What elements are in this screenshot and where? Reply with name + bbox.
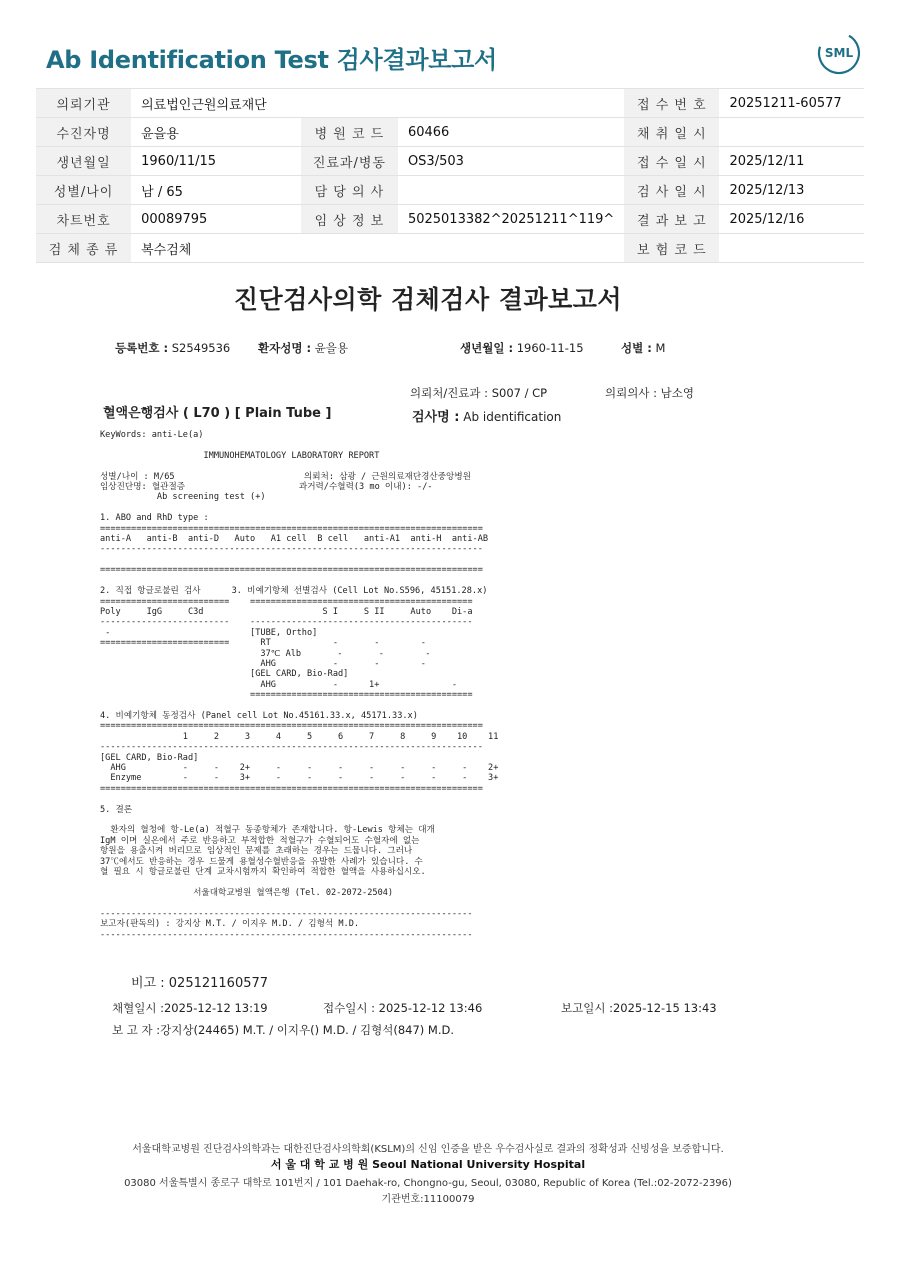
info-label: 차트번호	[36, 205, 131, 234]
info-value: 2025/12/13	[719, 176, 864, 205]
collection-time: 채혈일시 :2025-12-12 13:19	[112, 1001, 268, 1015]
info-label: 접 수 번 호	[624, 89, 719, 118]
certification-note: 서울대학교병원 진단검사의학과는 대한진단검사의학회(KSLM)의 신임 인증을 받은 우수검사실로 결과의 정확성과 신빙성을 보증합니다.	[132, 1144, 724, 1155]
info-label	[301, 89, 398, 118]
info-label: 검 사 일 시	[624, 176, 719, 205]
info-label	[301, 234, 398, 263]
patient-info-table	[36, 88, 864, 263]
patient-name: 환자성명 : 윤을용	[258, 341, 349, 355]
hospital-name: 서 울 대 학 교 병 원 Seoul National University Hospital	[270, 1158, 586, 1171]
info-value: 1960/11/15	[131, 147, 301, 176]
info-value	[719, 118, 864, 147]
info-row	[36, 176, 864, 205]
info-row	[36, 89, 864, 118]
info-label: 담 당 의 사	[301, 176, 398, 205]
info-value: 20251211-60577	[719, 89, 864, 118]
info-value	[398, 234, 624, 263]
page-title: Ab Identification Test 검사결과보고서	[46, 46, 497, 74]
info-row	[36, 234, 864, 263]
info-value	[719, 234, 864, 263]
patient-dob: 생년월일 : 1960-11-15	[460, 341, 584, 355]
registration-number: 등록번호 : S2549536	[115, 341, 231, 355]
reporter-line: 보 고 자 :강지상(24465) M.T. / 이지우() M.D. / 김형석(847) M.D.	[112, 1023, 455, 1037]
receive-time: 접수일시 : 2025-12-12 13:46	[323, 1001, 483, 1015]
referring-doctor: 의뢰의사 : 남소영	[605, 386, 694, 400]
info-row	[36, 147, 864, 176]
note-line: 비고 : 025121160577	[131, 976, 269, 991]
lab-report-body: KeyWords: anti-Le(a) IMMUNOHEMATOLOGY LABORATORY REPORT 성별/나이 : M/65 의뢰처: 삼광 / 근원의료재단경산중앙병원 임상진단명: 혈관절증 과거력/수혈력(3 mo 이내): -/- Ab screening test (+) 1. ABO and RhD type : ========================================================================== anti-A anti-B anti-D Auto A1 cell B cell anti-A1 anti-H anti-AB -------------------------------------------------------------------------- ========================================================================== 2. 직접 항글로불린 검사 3. 비예기항체 선별검사 (Cell Lot No.S596, 45151.28.x) ========================= =========================================== Poly IgG C3d S I S II Auto Di-a ------------------------- ------------------------------------------- - [TUBE, Ortho] ========================= RT - - - 37℃ Alb - - - AHG - - - [GEL CARD, Bio-Rad] AHG - 1+ - =========================================== 4. 비예기항체 동정검사 (Panel cell Lot No.45161.33.x, 45171.33.x) ========================================================================== 1 2 3 4 5 6 7 8 9 10 11 -------------------------------------------------------------------------- [GEL CARD, Bio-Rad] AHG - - 2+ - - - - - - - 2+ Enzyme - - 3+ - - - - - - - 3+ ========================================================================== 5. 결론 환자의 혈청에 항-Le(a) 적혈구 동종항체가 존재합니다. 항-Lewis 항체는 대개 IgM 이며 실온에서 주로 반응하고 부적합한 적혈구가 수혈되어도 수혈자에 없는 항원을 용출시켜 버리므로 임상적인 문제를 초래하는 경우는 드뭅니다. 그러나 37℃에서도 반응하는 경우 드물게 용혈성수혈반응을 유발한 사례가 있습니다. 수 혈 필요 시 항글로불린 단계 교차시험까지 확인하여 적합한 혈액을 사용하십시오. 서울대학교병원 혈액은행 (Tel. 02-2072-2504) ------------------------------------------------------------------------ 보고자(판독의) : 강지상 M.T. / 이지우 M.D. / 김형석 M.D. ------------------------------------------------------------------------	[100, 430, 499, 940]
logo-text: SML	[824, 46, 854, 60]
info-value	[398, 176, 624, 205]
hospital-address: 03080 서울특별시 종로구 대학로 101번지 / 101 Daehak-ro, Chongno-gu, Seoul, 03080, Republic of Korea (Tel.:02-2072-2396)	[124, 1178, 732, 1189]
info-value: OS3/503	[398, 147, 624, 176]
info-value: 복수검체	[131, 234, 301, 263]
test-group: 혈액은행검사 ( L70 ) [ Plain Tube ]	[103, 406, 332, 421]
report-time: 보고일시 :2025-12-15 13:43	[561, 1001, 717, 1015]
referral-dept: 의뢰처/진료과 : S007 / CP	[410, 386, 548, 400]
info-label: 채 취 일 시	[624, 118, 719, 147]
info-value: 윤을용	[131, 118, 301, 147]
info-value: 2025/12/11	[719, 147, 864, 176]
info-value: 의료법인근원의료재단	[131, 89, 301, 118]
info-value	[398, 89, 624, 118]
test-name: 검사명 : Ab identification	[412, 410, 562, 425]
info-value: 5025013382^20251211^119^	[398, 205, 624, 234]
info-row	[36, 118, 864, 147]
info-label: 병 원 코 드	[301, 118, 398, 147]
sml-logo-icon	[816, 30, 862, 76]
info-label: 생년월일	[36, 147, 131, 176]
info-label: 임 상 정 보	[301, 205, 398, 234]
info-value: 남 / 65	[131, 176, 301, 205]
info-label: 의뢰기관	[36, 89, 131, 118]
info-label: 수진자명	[36, 118, 131, 147]
info-row	[36, 205, 864, 234]
info-value: 2025/12/16	[719, 205, 864, 234]
info-label: 진료과/병동	[301, 147, 398, 176]
info-label: 결 과 보 고	[624, 205, 719, 234]
institution-code: 기관번호:11100079	[381, 1194, 475, 1205]
info-label: 접 수 일 시	[624, 147, 719, 176]
report-title: 진단검사의학 검체검사 결과보고서	[233, 285, 623, 314]
patient-sex: 성별 : M	[621, 341, 666, 355]
info-label: 보 험 코 드	[624, 234, 719, 263]
info-value: 60466	[398, 118, 624, 147]
info-label: 성별/나이	[36, 176, 131, 205]
info-label: 검 체 종 류	[36, 234, 131, 263]
info-value: 00089795	[131, 205, 301, 234]
